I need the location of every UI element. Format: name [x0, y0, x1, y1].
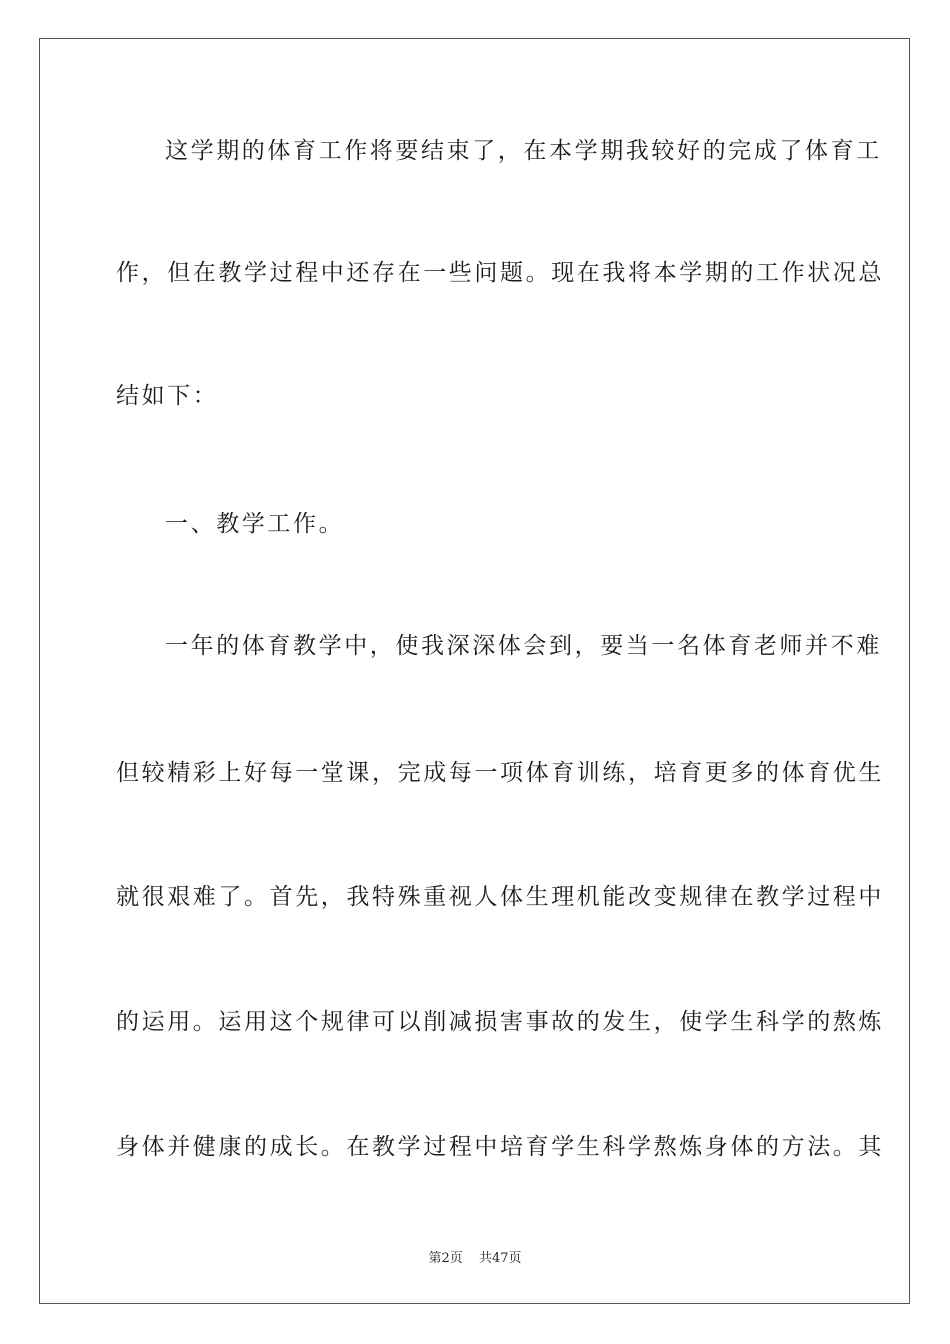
page-total: 共47页 [478, 1251, 522, 1266]
page-border [39, 38, 910, 1304]
paragraph-2-line-4: 的运用。运用这个规律可以削减损害事故的发生，使学生科学的熬炼 [116, 1009, 884, 1035]
paragraph-1-line-1: 这学期的体育工作将要结束了，在本学期我较好的完成了体育工 [165, 138, 882, 164]
paragraph-1-line-2: 作，但在教学过程中还存在一些问题。现在我将本学期的工作状况总 [116, 260, 884, 286]
paragraph-2-line-3: 就很艰难了。首先，我特殊重视人体生理机能改变规律在教学过程中 [116, 884, 884, 910]
paragraph-2-line-5: 身体并健康的成长。在教学过程中培育学生科学熬炼身体的方法。其 [116, 1134, 884, 1160]
paragraph-2-line-1: 一年的体育教学中，使我深深体会到，要当一名体育老师并不难 [165, 633, 882, 659]
section-heading-teaching: 一、教学工作。 [165, 511, 345, 537]
paragraph-1-line-3: 结如下： [116, 383, 219, 409]
paragraph-2-line-2: 但较精彩上好每一堂课，完成每一项体育训练，培育更多的体育优生 [116, 760, 884, 786]
page-number: 第2页 [428, 1251, 463, 1266]
page-footer [0, 1247, 950, 1266]
